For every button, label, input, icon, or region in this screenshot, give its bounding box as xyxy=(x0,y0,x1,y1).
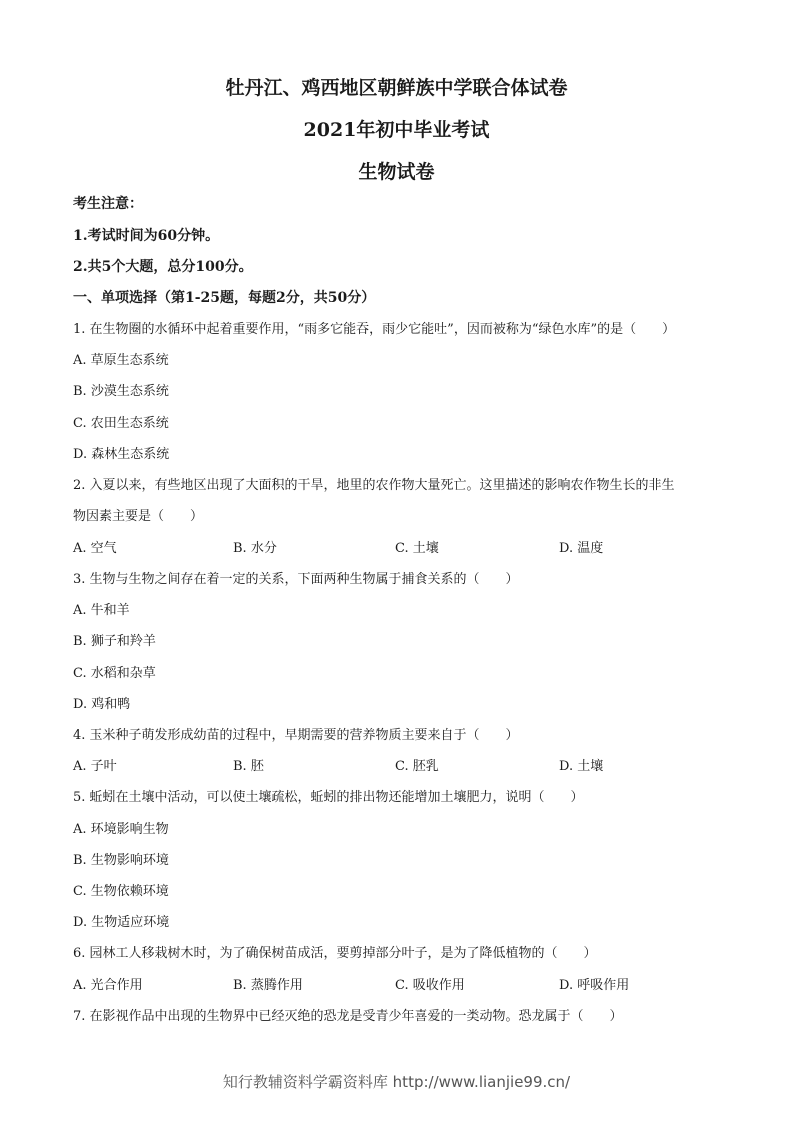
notice-item: 1.考试时间为60分钟。 xyxy=(73,228,220,244)
option-b: B. 蒸腾作用 xyxy=(233,978,303,993)
question-stem: 4. 玉米种子萌发形成幼苗的过程中，早期需要的营养物质主要来自于（ ） xyxy=(73,728,519,743)
option-a: A. 光合作用 xyxy=(73,978,143,993)
option-b: B. 沙漠生态系统 xyxy=(73,384,169,399)
question-stem: 1. 在生物圈的水循环中起着重要作用，“雨多它能吞，雨少它能吐”，因而被称为“绿色水库”的是（ ） xyxy=(73,322,676,337)
option-c: C. 生物依赖环境 xyxy=(73,884,169,899)
notice-heading: 考生注意： xyxy=(73,196,143,212)
option-a: A. 空气 xyxy=(73,541,117,556)
option-c: C. 吸收作用 xyxy=(395,978,465,993)
option-d: D. 鸡和鸭 xyxy=(73,697,131,712)
exam-title-subject: 生物试卷 xyxy=(358,161,435,183)
option-d: D. 生物适应环境 xyxy=(73,915,170,930)
option-c: C. 土壤 xyxy=(395,541,439,556)
option-b: B. 水分 xyxy=(233,541,277,556)
exam-title-year: 2021年初中毕业考试 xyxy=(303,119,490,141)
notice-item: 2.共5个大题，总分100分。 xyxy=(73,259,253,275)
option-a: A. 草原生态系统 xyxy=(73,353,169,368)
exam-title-main: 牡丹江、鸡西地区朝鲜族中学联合体试卷 xyxy=(225,77,568,99)
option-b: B. 胚 xyxy=(233,759,264,774)
options-row xyxy=(73,755,733,773)
question-stem: 6. 园林工人移栽树木时，为了确保树苗成活，要剪掉部分叶子，是为了降低植物的（ ） xyxy=(73,946,597,961)
option-d: D. 呼吸作用 xyxy=(559,978,630,993)
question-stem: 7. 在影视作品中出现的生物界中已经灭绝的恐龙是受青少年喜爱的一类动物。恐龙属于（ ） xyxy=(73,1009,623,1024)
question-stem: 2. 入夏以来，有些地区出现了大面积的干旱，地里的农作物大量死亡。这里描述的影响农作物生长的非生 xyxy=(73,478,675,493)
option-a: A. 牛和羊 xyxy=(73,603,130,618)
option-d: D. 土壤 xyxy=(559,759,604,774)
option-c: C. 水稻和杂草 xyxy=(73,666,156,681)
question-stem: 5. 蚯蚓在土壤中活动，可以使土壤疏松，蚯蚓的排出物还能增加土壤肥力，说明（ ） xyxy=(73,790,584,805)
option-d: D. 森林生态系统 xyxy=(73,447,170,462)
options-row xyxy=(73,537,733,555)
section-heading: 一、单项选择（第1-25题，每题2分，共50分） xyxy=(73,290,376,306)
question-stem-continued: 物因素主要是（ ） xyxy=(73,509,204,524)
option-a: A. 环境影响生物 xyxy=(73,822,169,837)
option-a: A. 子叶 xyxy=(73,759,117,774)
question-stem: 3. 生物与生物之间存在着一定的关系，下面两种生物属于捕食关系的（ ） xyxy=(73,572,519,587)
options-row xyxy=(73,974,733,992)
option-d: D. 温度 xyxy=(559,541,604,556)
page-footer: 知行教辅资料学霸资料库 http://www.lianjie99.cn/ xyxy=(222,1073,571,1091)
option-b: B. 生物影响环境 xyxy=(73,853,169,868)
option-c: C. 农田生态系统 xyxy=(73,416,169,431)
option-c: C. 胚乳 xyxy=(395,759,439,774)
option-b: B. 狮子和羚羊 xyxy=(73,634,156,649)
